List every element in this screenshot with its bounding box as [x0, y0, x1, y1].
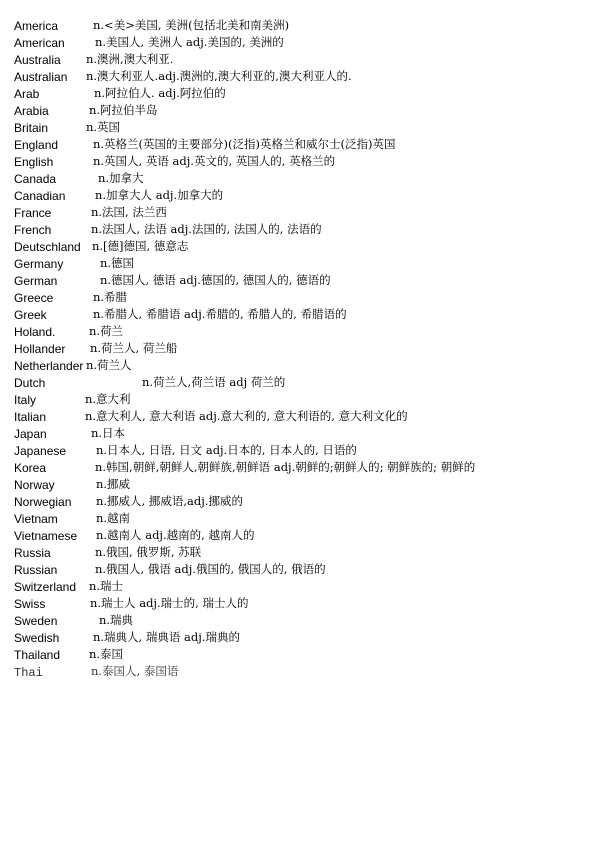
entry-norwegian [14, 493, 243, 510]
word: Hollander [14, 342, 66, 356]
word: Italian [14, 410, 47, 424]
word: Dutch [14, 376, 46, 390]
definition: n.英格兰(英国的主要部分)(泛指)英格兰和威尔士(泛指)英国 [93, 137, 396, 151]
definition: n.法国, 法兰西 [91, 205, 167, 219]
definition: n.泰国 [89, 647, 124, 661]
word: Deutschland [14, 240, 81, 254]
entry-french [14, 221, 322, 238]
definition: n.德国 [100, 256, 135, 270]
entry-german [14, 272, 331, 289]
definition: n.荷兰人 [86, 358, 132, 372]
word: Britain [14, 121, 49, 135]
word: Greek [14, 308, 47, 322]
entry-swiss [14, 595, 249, 612]
entry-holand [14, 323, 124, 340]
word: Vietnam [14, 512, 58, 526]
word: Thai [14, 666, 43, 680]
definition: n.越南人 adj.越南的, 越南人的 [96, 528, 255, 542]
definition: n.德国人, 德语 adj.德国的, 德国人的, 德语的 [100, 273, 331, 287]
entry-russia [14, 544, 202, 561]
entry-vietnam [14, 510, 131, 527]
definition: n.挪威人, 挪威语,adj.挪威的 [96, 494, 243, 508]
definition: n.澳大利亚人.adj.澳洲的,澳大利亚的,澳大利亚人的. [86, 69, 352, 83]
word: American [14, 36, 65, 50]
entry-australian [14, 68, 352, 85]
entry-england [14, 136, 396, 153]
definition: n.泰国人, 泰国语 [91, 664, 179, 678]
word: Arabia [14, 104, 49, 118]
word: Swiss [14, 597, 46, 611]
definition: n.瑞士 [89, 579, 124, 593]
entry-english [14, 153, 336, 170]
word: English [14, 155, 54, 169]
entry-japanese [14, 442, 357, 459]
word: Arab [14, 87, 40, 101]
definition: n.法国人, 法语 adj.法国的, 法国人的, 法语的 [91, 222, 322, 236]
entry-hollander [14, 340, 178, 357]
word: Sweden [14, 614, 58, 628]
definition: n.[德]德国, 德意志 [92, 239, 189, 253]
entry-norway [14, 476, 131, 493]
entry-switzerland [14, 578, 124, 595]
definition: n.英国 [86, 120, 121, 134]
definition: n.希腊 [93, 290, 128, 304]
entry-france [14, 204, 167, 221]
word: French [14, 223, 52, 237]
word: Netherlander [14, 359, 84, 373]
word: Canadian [14, 189, 66, 203]
definition: n.英国人, 英语 adj.英文的, 英国人的, 英格兰的 [93, 154, 336, 168]
definition: n.韩国,朝鲜,朝鲜人,朝鲜族,朝鲜语 adj.朝鲜的;朝鲜人的; 朝鲜族的; 朝鲜的 [95, 460, 476, 474]
entry-thai [14, 663, 179, 680]
definition: n.意大利 [85, 392, 131, 406]
word: German [14, 274, 58, 288]
definition: n.希腊人, 希腊语 adj.希腊的, 希腊人的, 希腊语的 [93, 307, 347, 321]
entry-canadian [14, 187, 224, 204]
definition: n.瑞士人 adj.瑞士的, 瑞士人的 [90, 596, 249, 610]
definition: n.澳洲,澳大利亚. [86, 52, 174, 66]
entry-dutch [14, 374, 286, 391]
word: France [14, 206, 52, 220]
word: Russia [14, 546, 51, 560]
word: England [14, 138, 59, 152]
entry-britain [14, 119, 121, 136]
entry-america [14, 17, 290, 34]
word: Greece [14, 291, 54, 305]
definition: n.瑞典人, 瑞典语 adj.瑞典的 [93, 630, 240, 644]
definition: n.阿拉伯半岛 [89, 103, 158, 117]
definition: n.日本人, 日语, 日文 adj.日本的, 日本人的, 日语的 [96, 443, 357, 457]
definition: n.瑞典 [99, 613, 134, 627]
definition: n.意大利人, 意大利语 adj.意大利的, 意大利语的, 意大利文化的 [85, 409, 408, 423]
word: Italy [14, 393, 37, 407]
word: Japan [14, 427, 47, 441]
word: Russian [14, 563, 58, 577]
definition: n.俄国人, 俄语 adj.俄国的, 俄国人的, 俄语的 [95, 562, 326, 576]
word: Norwegian [14, 495, 72, 509]
entry-japan [14, 425, 126, 442]
entry-arab [14, 85, 226, 102]
word: Germany [14, 257, 64, 271]
entry-italy [14, 391, 131, 408]
entry-deutschland [14, 238, 189, 255]
entry-thailand [14, 646, 124, 663]
entry-russian [14, 561, 326, 578]
definition: n.加拿大 [98, 171, 144, 185]
entry-canada [14, 170, 144, 187]
entry-italian [14, 408, 408, 425]
definition: n.日本 [91, 426, 126, 440]
entry-greek [14, 306, 347, 323]
definition: n.美国人, 美洲人 adj.美国的, 美洲的 [95, 35, 284, 49]
definition: n.<美>美国, 美洲(包括北美和南美洲) [93, 18, 290, 32]
word: Australia [14, 53, 61, 67]
word: Norway [14, 478, 55, 492]
word: Thailand [14, 648, 61, 662]
word: America [14, 19, 59, 33]
entry-netherlander [14, 357, 132, 374]
definition: n.荷兰 [89, 324, 124, 338]
definition: n.荷兰人, 荷兰船 [90, 341, 178, 355]
definition: n.越南 [96, 511, 131, 525]
entry-sweden [14, 612, 134, 629]
word: Australian [14, 70, 68, 84]
word: Vietnamese [14, 529, 78, 543]
entry-greece [14, 289, 128, 306]
entry-american [14, 34, 284, 51]
word: Swedish [14, 631, 60, 645]
definition: n.加拿大人 adj.加拿大的 [95, 188, 224, 202]
word: Canada [14, 172, 57, 186]
word: Korea [14, 461, 47, 475]
definition: n.荷兰人,荷兰语 adj 荷兰的 [142, 375, 286, 389]
definition: n.俄国, 俄罗斯, 苏联 [95, 545, 202, 559]
definition: n.阿拉伯人. adj.阿拉伯的 [94, 86, 226, 100]
entry-korea [14, 459, 476, 476]
entry-swedish [14, 629, 240, 646]
word: Holand. [14, 325, 56, 339]
entry-vietnamese [14, 527, 255, 544]
entry-australia [14, 51, 174, 68]
definition: n.挪威 [96, 477, 131, 491]
word: Switzerland [14, 580, 77, 594]
entry-arabia [14, 102, 158, 119]
word: Japanese [14, 444, 67, 458]
entry-germany [14, 255, 135, 272]
